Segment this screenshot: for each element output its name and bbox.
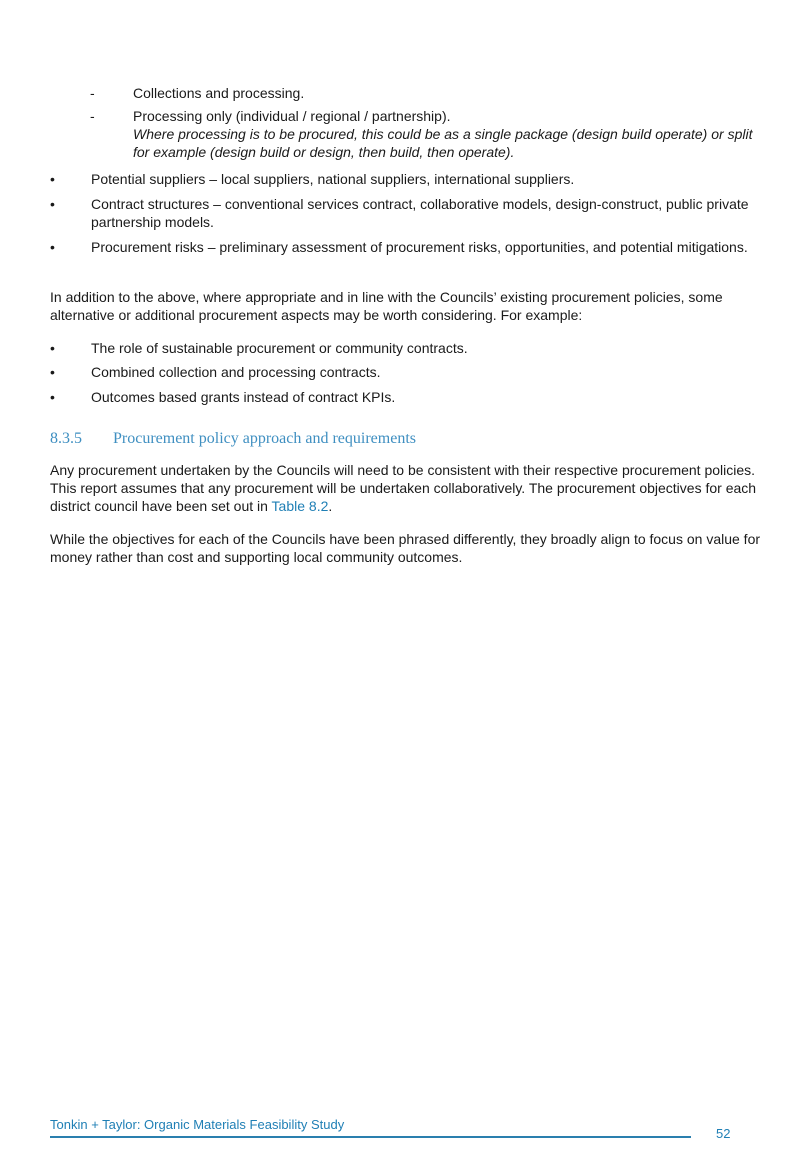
bullet-marker: • [50, 171, 55, 187]
section-title: Procurement policy approach and requirements [113, 430, 416, 447]
list-item-text: The role of sustainable procurement or community contracts. [91, 340, 468, 356]
paragraph-text: Any procurement undertaken by the Councils will need to be consistent with their respective procurement policies. This report assumes that any procurement will be undertaken collaboratively. The procurement objectives for each district council have been set out in [50, 462, 757, 514]
list-item-text: Combined collection and processing contracts. [91, 364, 381, 380]
section-heading [50, 429, 750, 449]
sub-list-item-text: Collections and processing. [133, 85, 305, 101]
list-item-text: Procurement risks – preliminary assessment of procurement risks, opportunities, and potential mitigations. [91, 239, 748, 255]
section-number: 8.3.5 [50, 430, 82, 447]
list-item-text: Contract structures – conventional services contract, collaborative models, design-construct, public private partnership models. [91, 196, 749, 230]
footer-title: Tonkin + Taylor: Organic Materials Feasibility Study [50, 1117, 345, 1132]
bullet-marker: • [50, 340, 55, 356]
list-item-text: Outcomes based grants instead of contract KPIs. [91, 389, 396, 405]
bullet-marker: • [50, 389, 55, 405]
list-item-text: Potential suppliers – local suppliers, national suppliers, international suppliers. [91, 171, 575, 187]
bullet-marker: • [50, 364, 55, 380]
sub-list-item-text: Processing only (individual / regional / partnership). [133, 108, 451, 124]
bullet-marker: • [50, 239, 55, 255]
body-paragraph: In addition to the above, where appropriate and in line with the Councils’ existing procurement policies, some alternative or additional procurement aspects may be worth considering. For example: [50, 289, 723, 323]
page-number: 52 [716, 1126, 731, 1141]
footer-divider [50, 1136, 691, 1138]
body-paragraph [50, 461, 760, 515]
dash-marker: - [90, 108, 95, 124]
paragraph-text-end: . [328, 498, 333, 514]
sub-list-item-note: Where processing is to be procured, this could be as a single package (design build operate) or split for example (design build or design, then build, then operate). [133, 126, 753, 160]
dash-marker: - [90, 85, 95, 101]
table-reference-link[interactable]: Table 8.2 [271, 498, 329, 514]
bullet-marker: • [50, 196, 55, 212]
body-paragraph: While the objectives for each of the Councils have been phrased differently, they broadly align to focus on value for money rather than cost and supporting local community outcomes. [50, 531, 761, 565]
